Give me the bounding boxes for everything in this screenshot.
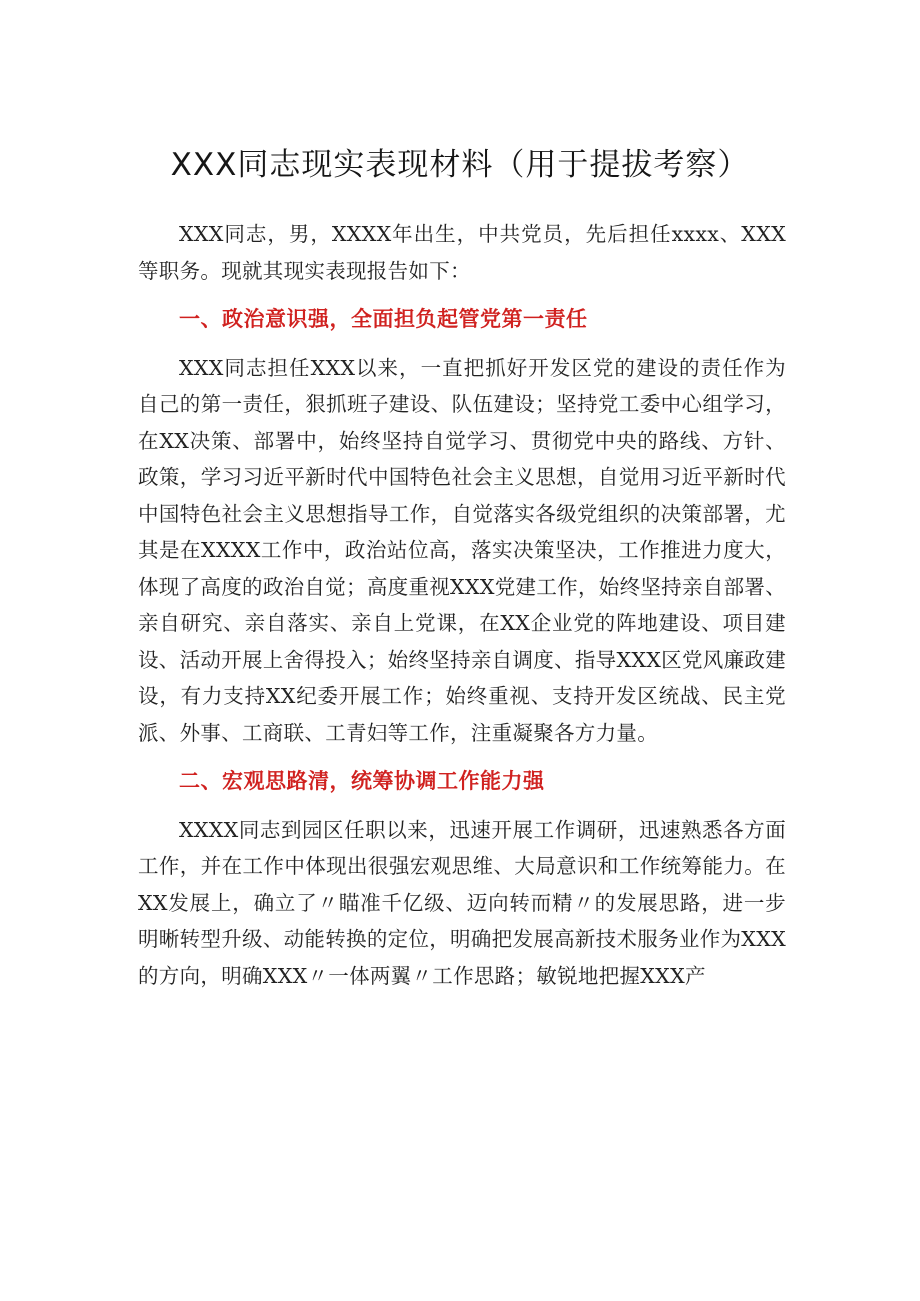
spacer	[138, 338, 786, 350]
section-heading-2: 二、宏观思路清，统筹协调工作能力强	[179, 769, 545, 793]
document-body	[138, 216, 786, 994]
spacer	[138, 800, 786, 812]
document-title: XXX同志现实表现材料（用于提拔考察）	[170, 147, 750, 183]
section-paragraph-2: XXXX同志到园区任职以来，迅速开展工作调研，迅速熟悉各方面工作，并在工作中体现出很强宏观思维、大局意识和工作统筹能力。在XX发展上，确立了〃瞄准千亿级、迈向转而精〃的发展思路，进一步明晰转型升级、动能转换的定位，明确把发展高新技术服务业作为XXX的方向，明确XXX〃一体两翼〃工作思路；敏锐地把握XXX产	[138, 817, 786, 988]
spacer	[138, 289, 786, 301]
intro-paragraph: XXX同志，男，XXXX年出生，中共党员，先后担任xxxx、XXX等职务。现就其现实表现报告如下：	[138, 222, 786, 283]
spacer	[138, 751, 786, 763]
section-heading-1: 一、政治意识强，全面担负起管党第一责任	[179, 307, 588, 331]
section-paragraph-1: XXX同志担任XXX以来，一直把抓好开发区党的建设的责任作为自己的第一责任，狠抓班子建设、队伍建设；坚持党工委中心组学习，在XX决策、部署中，始终坚持自觉学习、贯彻党中央的路线、方针、政策，学习习近平新时代中国特色社会主义思想，自觉用习近平新时代中国特色社会主义思想指导工作，自觉落实各级党组织的决策部署，尤其是在XXXX工作中，政治站位高，落实决策坚决，工作推进力度大，体现了高度的政治自觉；高度重视XXX党建工作，始终坚持亲自部署、亲自研究、亲自落实、亲自上党课，在XX企业党的阵地建设、项目建设、活动开展上舍得投入；始终坚持亲自调度、指导XXX区党风廉政建设，有力支持XX纪委开展工作；始终重视、支持开发区统战、民主党派、外事、工商联、工青妇等工作，注重凝聚各方力量。	[138, 355, 786, 745]
